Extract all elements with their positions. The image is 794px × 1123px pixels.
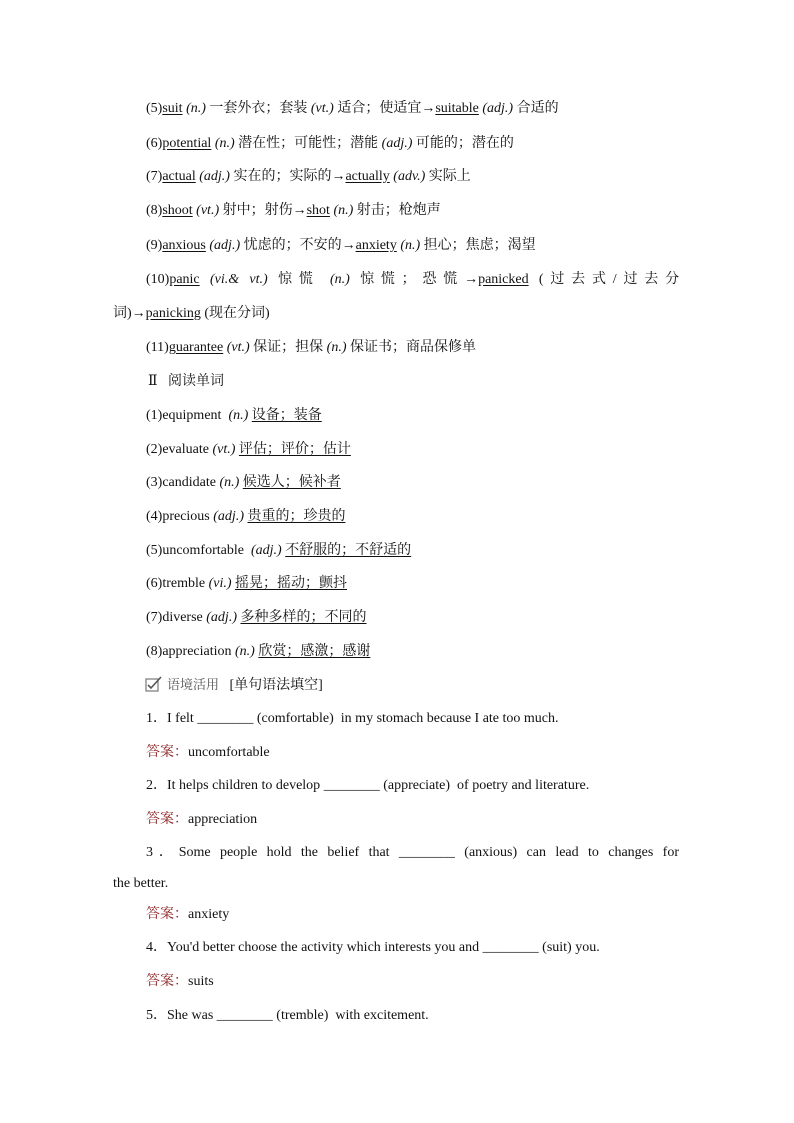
vocab-item-anxious <box>146 237 536 255</box>
reading-word-item <box>146 609 366 627</box>
part-of-speech: (adj.) <box>209 238 241 253</box>
answer-3 <box>146 906 229 924</box>
definition: 词)→ <box>113 306 146 321</box>
question-text: You'd better choose the activity which interests you and <box>167 940 480 955</box>
question-number: 1． <box>146 711 167 726</box>
item-number: (10) <box>146 272 170 287</box>
reading-word-item <box>146 474 341 492</box>
word-hint: (anxious) <box>464 845 518 860</box>
item-number: (5) <box>146 101 163 116</box>
reading-word-item <box>146 643 370 661</box>
vocab-item-potential <box>146 135 514 153</box>
part-of-speech: (adj.) <box>213 509 244 524</box>
item-number: (8) <box>146 203 163 218</box>
part-of-speech: (n.) <box>333 203 354 218</box>
item-number: (11) <box>146 340 169 355</box>
question-4 <box>146 939 600 957</box>
question-3 <box>146 844 679 862</box>
question-text: the better. <box>113 876 169 891</box>
meaning: 不舒服的；不舒适的 <box>285 543 412 558</box>
answer-label: 答案： <box>146 974 188 989</box>
answer-blank: ________ <box>216 1008 273 1023</box>
vocab-word: guarantee <box>168 340 224 355</box>
exercise-header <box>145 676 323 695</box>
part-of-speech: (n.) <box>219 475 240 490</box>
part-of-speech: (vt.) <box>196 203 220 218</box>
definition: (过去式/过去分 <box>538 272 679 287</box>
vocab-word: evaluate <box>162 442 209 457</box>
question-text: can lead to changes for <box>526 845 679 860</box>
vocab-item-shoot <box>146 202 441 220</box>
answer-2 <box>146 811 257 829</box>
definition: 忧虑的；不安的→ <box>243 238 356 253</box>
item-number: (4) <box>146 509 163 524</box>
derived-word: panicked <box>478 272 529 287</box>
part-of-speech: (vt.) <box>310 101 334 116</box>
question-number: 5． <box>146 1008 167 1023</box>
definition: 保证书；商品保修单 <box>350 340 476 355</box>
item-number: (1) <box>146 408 163 423</box>
definition: 保证；担保 <box>253 340 324 355</box>
part-of-speech: (n.) <box>326 340 347 355</box>
question-5 <box>146 1007 429 1025</box>
meaning: 设备；装备 <box>251 408 322 423</box>
answer-blank: ________ <box>398 845 455 860</box>
definition: 实在的；实际的→ <box>233 169 346 184</box>
question-number: 3． <box>146 845 179 860</box>
exercise-title: [单句语法填空] <box>229 678 323 693</box>
word-hint: (appreciate) <box>383 778 451 793</box>
vocab-item-panic-cont <box>113 305 270 323</box>
exercise-label: 语境活用 <box>167 677 220 692</box>
question-text: She was <box>167 1008 214 1023</box>
word-hint: (tremble) <box>276 1008 329 1023</box>
item-number: (2) <box>146 442 163 457</box>
vocab-item-guarantee <box>146 339 476 357</box>
vocab-word: diverse <box>162 610 203 625</box>
item-number: (7) <box>146 610 163 625</box>
answer-text: anxiety <box>188 907 230 922</box>
derived-word: anxiety <box>355 238 397 253</box>
reading-word-item <box>146 508 345 526</box>
answer-1 <box>146 744 270 762</box>
definition: 适合；使适宜→ <box>337 101 436 116</box>
part-of-speech: (adv.) <box>393 169 426 184</box>
definition: 射中；射伤→ <box>222 203 307 218</box>
check-pencil-icon <box>145 676 163 692</box>
question-1 <box>146 710 559 728</box>
part-of-speech: (adj.) <box>199 169 230 184</box>
definition: 实际上 <box>428 169 471 184</box>
question-2 <box>146 777 589 795</box>
meaning: 欣赏；感激；感谢 <box>258 644 371 659</box>
meaning: 贵重的；珍贵的 <box>247 509 346 524</box>
reading-word-item <box>146 575 347 593</box>
answer-label: 答案： <box>146 812 188 827</box>
section-title: 阅读单词 <box>168 374 225 389</box>
part-of-speech: (adj.) <box>206 610 237 625</box>
vocab-item-suit <box>146 100 559 118</box>
vocab-word: actual <box>162 169 196 184</box>
question-text: you. <box>575 940 600 955</box>
definition: 一套外衣；套装 <box>209 101 308 116</box>
item-number: (3) <box>146 475 163 490</box>
part-of-speech: (vt.) <box>212 442 236 457</box>
vocab-word: candidate <box>162 475 216 490</box>
part-of-speech: (vi.& vt.) <box>209 272 268 287</box>
question-number: 2． <box>146 778 167 793</box>
part-of-speech: (n.) <box>235 644 255 659</box>
vocab-word: suit <box>162 101 183 116</box>
part-of-speech: (n.) <box>214 136 235 151</box>
vocab-word: appreciation <box>162 644 232 659</box>
answer-blank: ________ <box>197 711 254 726</box>
item-number: (6) <box>146 576 163 591</box>
definition: 可能的；潜在的 <box>415 136 514 151</box>
vocab-item-panic <box>146 271 679 289</box>
reading-word-item <box>146 441 351 459</box>
meaning: 评估；评价；估计 <box>238 442 351 457</box>
question-text: Some people hold the belief that <box>178 845 390 860</box>
part-of-speech: (n.) <box>400 238 421 253</box>
question-text: I felt <box>167 711 194 726</box>
part-of-speech: (n.) <box>329 272 350 287</box>
section-heading <box>148 373 224 391</box>
vocab-word: tremble <box>162 576 206 591</box>
part-of-speech: (vt.) <box>226 340 250 355</box>
part-of-speech: (vi.) <box>208 576 232 591</box>
derived-word: shot <box>306 203 330 218</box>
vocab-item-actual <box>146 168 471 186</box>
answer-label: 答案： <box>146 907 188 922</box>
definition: 潜在性；可能性；潜能 <box>238 136 379 151</box>
definition: (现在分词) <box>204 306 270 321</box>
question-number: 4． <box>146 940 167 955</box>
section-numeral: Ⅱ <box>148 374 158 389</box>
answer-label: 答案： <box>146 745 188 760</box>
part-of-speech: (adj.) <box>381 136 413 151</box>
item-number: (5) <box>146 543 163 558</box>
item-number: (8) <box>146 644 163 659</box>
item-number: (7) <box>146 169 163 184</box>
answer-4 <box>146 973 214 991</box>
definition: 担心；焦虑；渴望 <box>423 238 536 253</box>
part-of-speech: (n.) <box>228 408 249 423</box>
question-text: with excitement. <box>335 1008 429 1023</box>
question-text: It helps children to develop <box>167 778 321 793</box>
answer-text: appreciation <box>188 812 258 827</box>
part-of-speech: (adj.) <box>250 543 282 558</box>
answer-blank: ________ <box>323 778 380 793</box>
vocab-word: anxious <box>162 238 206 253</box>
item-number: (9) <box>146 238 163 253</box>
vocab-word: precious <box>162 509 210 524</box>
vocab-word: potential <box>162 136 212 151</box>
vocab-word: shoot <box>162 203 193 218</box>
answer-text: uncomfortable <box>188 745 270 760</box>
definition: 合适的 <box>516 101 559 116</box>
reading-word-item <box>146 407 322 425</box>
question-text: of poetry and literature. <box>457 778 590 793</box>
derived-word: suitable <box>435 101 479 116</box>
vocab-word: panic <box>169 272 200 287</box>
item-number: (6) <box>146 136 163 151</box>
answer-text: suits <box>188 974 214 989</box>
part-of-speech: (adj.) <box>482 101 514 116</box>
definition: 惊慌；恐慌→ <box>360 272 479 287</box>
derived-word: actually <box>345 169 390 184</box>
word-hint: (suit) <box>542 940 572 955</box>
reading-word-item <box>146 542 411 560</box>
part-of-speech: (n.) <box>186 101 206 116</box>
meaning: 摇晃；摇动；颤抖 <box>235 576 348 591</box>
question-3-cont <box>113 875 168 893</box>
definition: 惊慌 <box>278 272 320 287</box>
vocab-word: uncomfortable <box>162 543 244 558</box>
answer-blank: ________ <box>482 940 539 955</box>
definition: 射击；枪炮声 <box>356 203 441 218</box>
meaning: 候选人；候补者 <box>242 475 341 490</box>
vocab-word: equipment <box>162 408 222 423</box>
question-text: in my stomach because I ate too much. <box>340 711 559 726</box>
word-hint: (comfortable) <box>256 711 334 726</box>
meaning: 多种多样的；不同的 <box>240 610 367 625</box>
derived-word: panicking <box>145 306 201 321</box>
